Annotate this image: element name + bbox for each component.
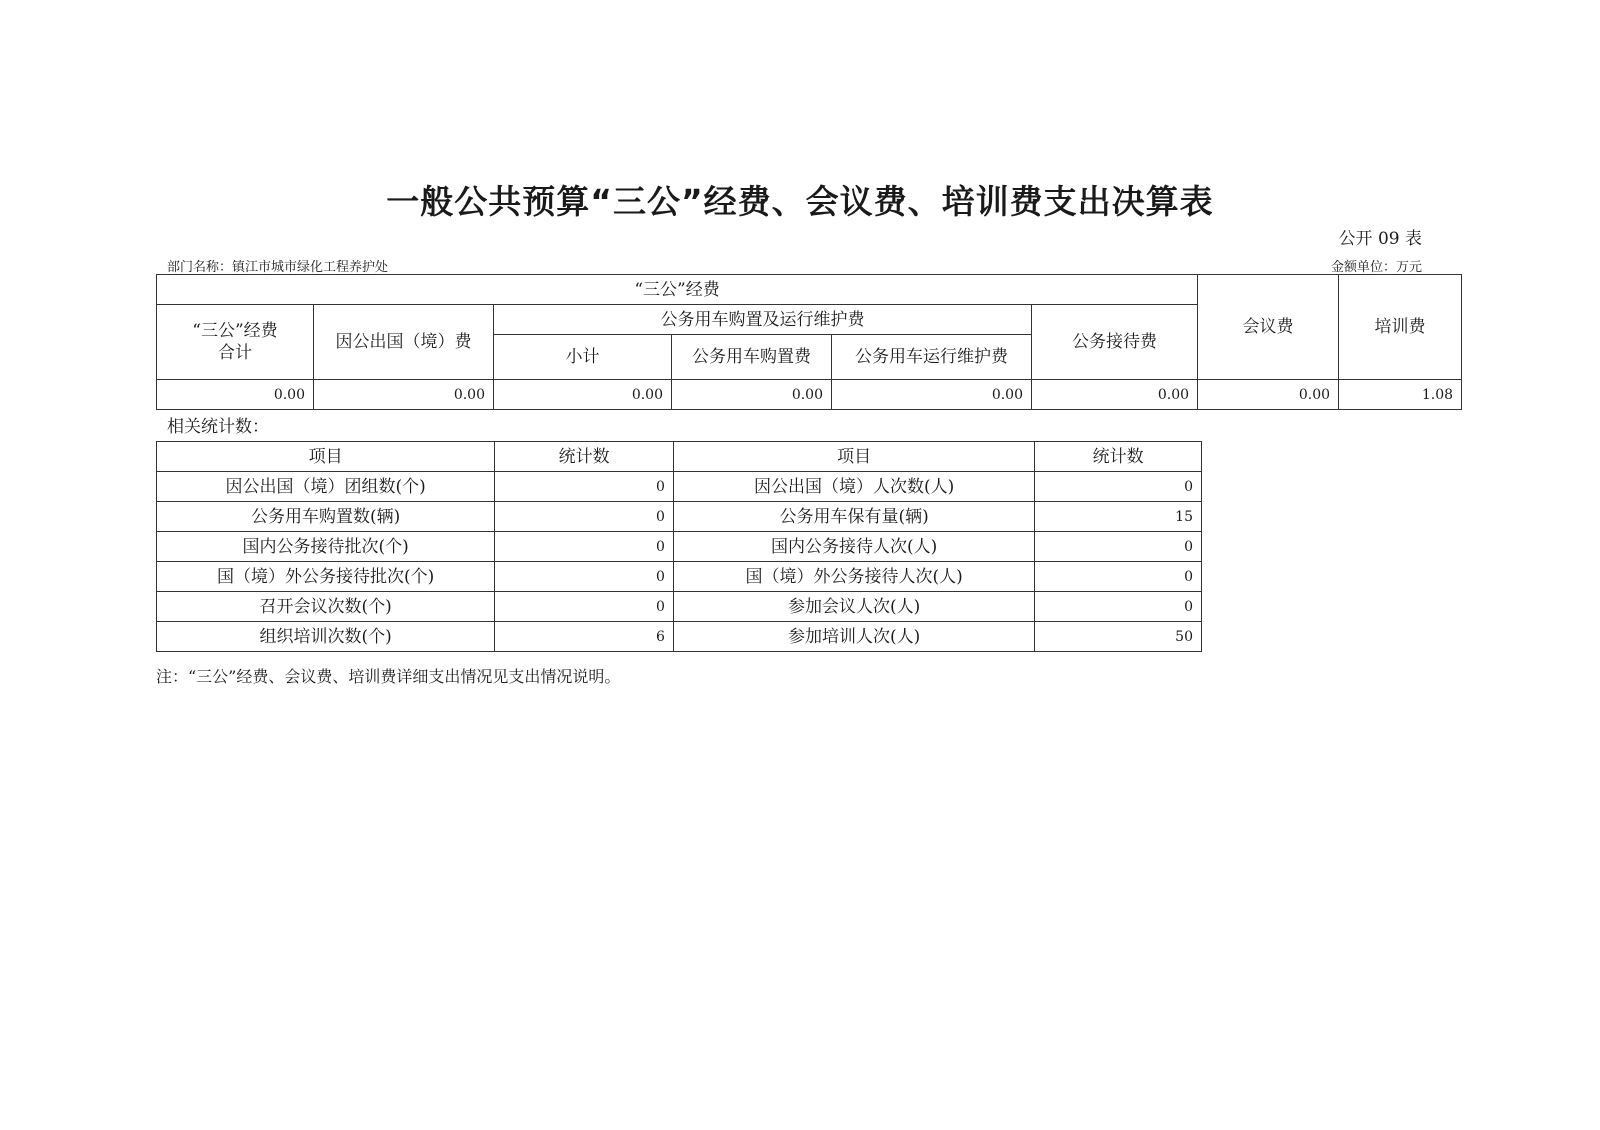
stats-table <box>156 441 1202 652</box>
stats-header-count: 统计数 <box>495 442 674 472</box>
table-row <box>157 472 1202 502</box>
stats-item: 组织培训次数(个) <box>157 622 495 652</box>
footnote: 注：“三公”经费、会议费、培训费详细支出情况见支出情况说明。 <box>156 667 621 686</box>
stats-count: 0 <box>495 532 674 562</box>
stats-count: 50 <box>1035 622 1202 652</box>
header-total-line1: “三公”经费 <box>192 321 278 341</box>
stats-item: 公务用车保有量(辆) <box>673 502 1034 532</box>
expense-table <box>156 274 1462 410</box>
table-row <box>157 532 1202 562</box>
value-vehicle-maintenance: 0.00 <box>832 380 1032 410</box>
stats-item: 召开会议次数(个) <box>157 592 495 622</box>
stats-count: 0 <box>1035 472 1202 502</box>
table-row <box>157 502 1202 532</box>
stats-count: 0 <box>1035 592 1202 622</box>
header-vehicle-maintenance: 公务用车运行维护费 <box>832 335 1032 380</box>
table-row <box>157 622 1202 652</box>
department-name: 部门名称：镇江市城市绿化工程养护处 <box>167 260 389 275</box>
value-reception: 0.00 <box>1032 380 1198 410</box>
header-vehicle: 公务用车购置及运行维护费 <box>494 305 1032 335</box>
header-reception: 公务接待费 <box>1032 305 1198 380</box>
header-total-line2: 合计 <box>218 343 252 363</box>
header-three-public: “三公”经费 <box>157 275 1198 305</box>
stats-item: 国内公务接待人次(人) <box>673 532 1034 562</box>
stats-item: 公务用车购置数(辆) <box>157 502 495 532</box>
stats-count: 15 <box>1035 502 1202 532</box>
value-total: 0.00 <box>157 380 314 410</box>
stats-item: 因公出国（境）团组数(个) <box>157 472 495 502</box>
value-subtotal: 0.00 <box>494 380 672 410</box>
stats-label: 相关统计数： <box>167 417 269 437</box>
header-training: 培训费 <box>1339 275 1462 380</box>
value-abroad: 0.00 <box>314 380 494 410</box>
stats-item: 国（境）外公务接待人次(人) <box>673 562 1034 592</box>
stats-item: 国内公务接待批次(个) <box>157 532 495 562</box>
stats-item: 参加培训人次(人) <box>673 622 1034 652</box>
stats-header-item: 项目 <box>157 442 495 472</box>
value-training: 1.08 <box>1339 380 1462 410</box>
value-vehicle-purchase: 0.00 <box>672 380 832 410</box>
stats-count: 0 <box>495 562 674 592</box>
stats-count: 0 <box>495 502 674 532</box>
header-vehicle-purchase: 公务用车购置费 <box>672 335 832 380</box>
amount-unit: 金额单位：万元 <box>1330 260 1422 275</box>
stats-item: 国（境）外公务接待批次(个) <box>157 562 495 592</box>
table-number: 公开 09 表 <box>1338 229 1422 249</box>
value-meeting: 0.00 <box>1198 380 1339 410</box>
stats-count: 0 <box>495 472 674 502</box>
stats-item: 因公出国（境）人次数(人) <box>673 472 1034 502</box>
header-abroad: 因公出国（境）费 <box>314 305 494 380</box>
stats-count: 6 <box>495 622 674 652</box>
stats-count: 0 <box>1035 532 1202 562</box>
stats-header-item: 项目 <box>673 442 1034 472</box>
table-row <box>157 380 1462 410</box>
page-title: 一般公共预算“三公”经费、会议费、培训费支出决算表 <box>386 182 1214 221</box>
stats-count: 0 <box>1035 562 1202 592</box>
header-subtotal: 小计 <box>494 335 672 380</box>
header-three-public-total <box>157 305 314 380</box>
table-row <box>157 592 1202 622</box>
stats-item: 参加会议人次(人) <box>673 592 1034 622</box>
header-meeting: 会议费 <box>1198 275 1339 380</box>
stats-header-count: 统计数 <box>1035 442 1202 472</box>
stats-count: 0 <box>495 592 674 622</box>
table-row <box>157 562 1202 592</box>
